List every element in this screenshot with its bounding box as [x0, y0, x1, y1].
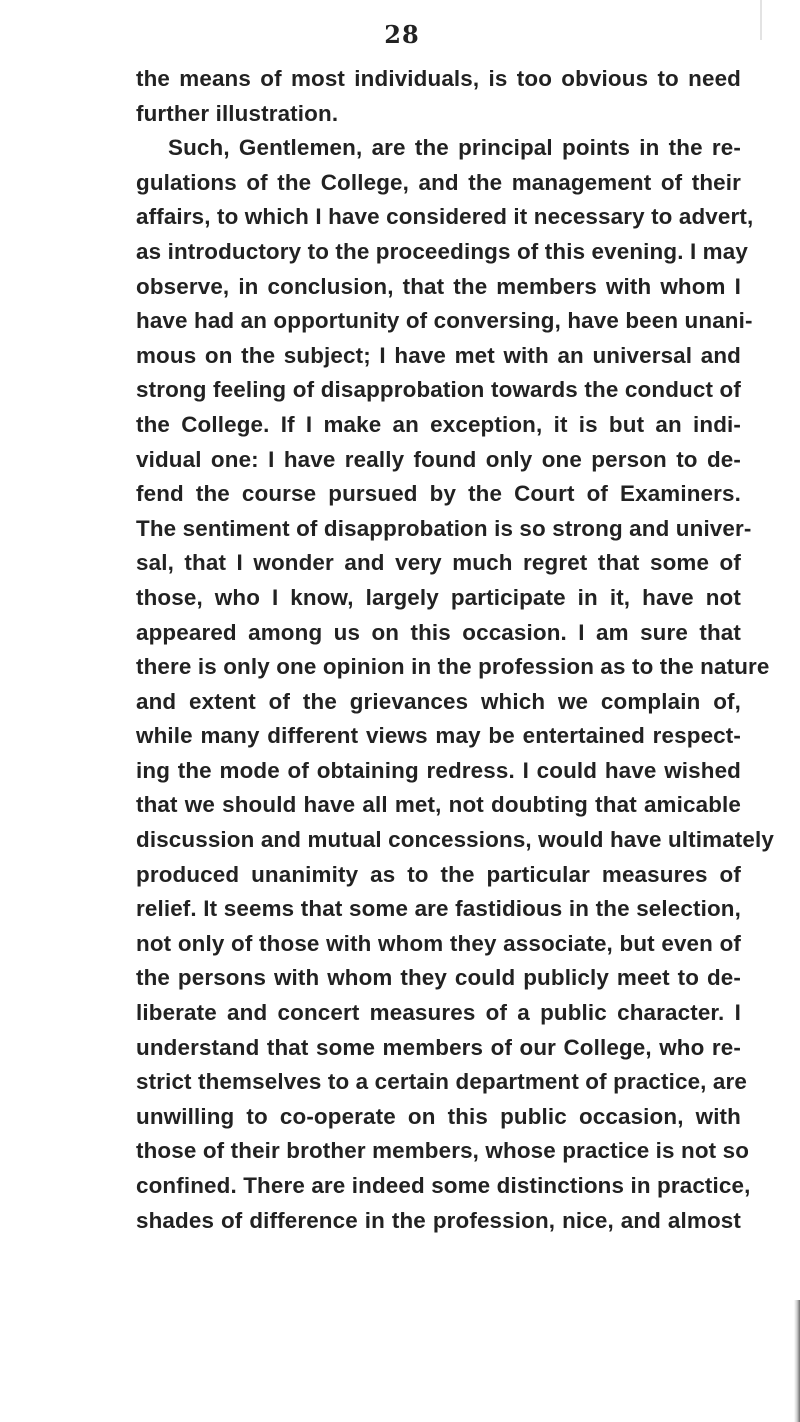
text-line: those of their brother members, whose practice is not so: [136, 1138, 750, 1164]
page-number: 28: [384, 20, 420, 49]
text-line: while many different views may be entertained respect-: [136, 723, 741, 749]
text-line: ing the mode of obtaining redress. I could have wished: [136, 757, 741, 783]
text-line: gulations of the College, and the management of their: [136, 169, 741, 195]
text-line: that we should have all met, not doubting that amicable: [136, 792, 741, 818]
text-line: shades of difference in the profession, nice, and almost: [136, 1207, 741, 1233]
text-line: have had an opportunity of conversing, have been unani-: [136, 308, 753, 334]
text-line: The sentiment of disapprobation is so strong and univer-: [136, 515, 752, 541]
text-line: those, who I know, largely participate in it, have not: [136, 584, 741, 610]
text-line: not only of those with whom they associate, but even of: [136, 930, 741, 956]
body-text: [136, 62, 774, 1238]
text-line: unwilling to co-operate on this public occasion, with: [136, 1103, 741, 1129]
text-line: produced unanimity as to the particular measures of: [136, 861, 741, 887]
text-line: observe, in conclusion, that the members with whom I: [136, 273, 741, 299]
text-line: strict themselves to a certain department of practice, are: [136, 1069, 747, 1095]
scan-page-edge: [794, 1300, 800, 1422]
text-line: vidual one: I have really found only one person to de-: [136, 446, 741, 472]
text-line: understand that some members of our College, who re-: [136, 1034, 741, 1060]
text-line: confined. There are indeed some distinctions in practice,: [136, 1173, 751, 1198]
text-line: discussion and mutual concessions, would have ultimately: [136, 827, 774, 853]
text-line: the means of most individuals, is too obvious to need: [136, 66, 741, 91]
text-line: fend the course pursued by the Court of Examiners.: [136, 481, 741, 507]
text-line: as introductory to the proceedings of this evening. I may: [136, 238, 748, 264]
text-line: strong feeling of disapprobation towards the conduct of: [136, 377, 741, 403]
text-line: and extent of the grievances which we complain of,: [136, 688, 741, 714]
text-line: the College. If I make an exception, it is but an indi-: [136, 411, 741, 437]
text-line: liberate and concert measures of a public character. I: [136, 1000, 741, 1026]
text-line: further illustration.: [136, 100, 339, 126]
text-line: Such, Gentlemen, are the principal points in the re-: [168, 135, 741, 161]
text-line: appeared among us on this occasion. I am sure that: [136, 619, 741, 645]
text-line: there is only one opinion in the profession as to the nature: [136, 654, 770, 680]
text-line: relief. It seems that some are fastidious in the selection,: [136, 896, 741, 922]
text-line: sal, that I wonder and very much regret that some of: [136, 550, 741, 576]
text-line: affairs, to which I have considered it necessary to advert,: [136, 204, 754, 230]
text-line: mous on the subject; I have met with an universal and: [136, 342, 741, 368]
scan-artifact-mark: [760, 0, 762, 40]
text-line: the persons with whom they could publicly meet to de-: [136, 965, 741, 991]
